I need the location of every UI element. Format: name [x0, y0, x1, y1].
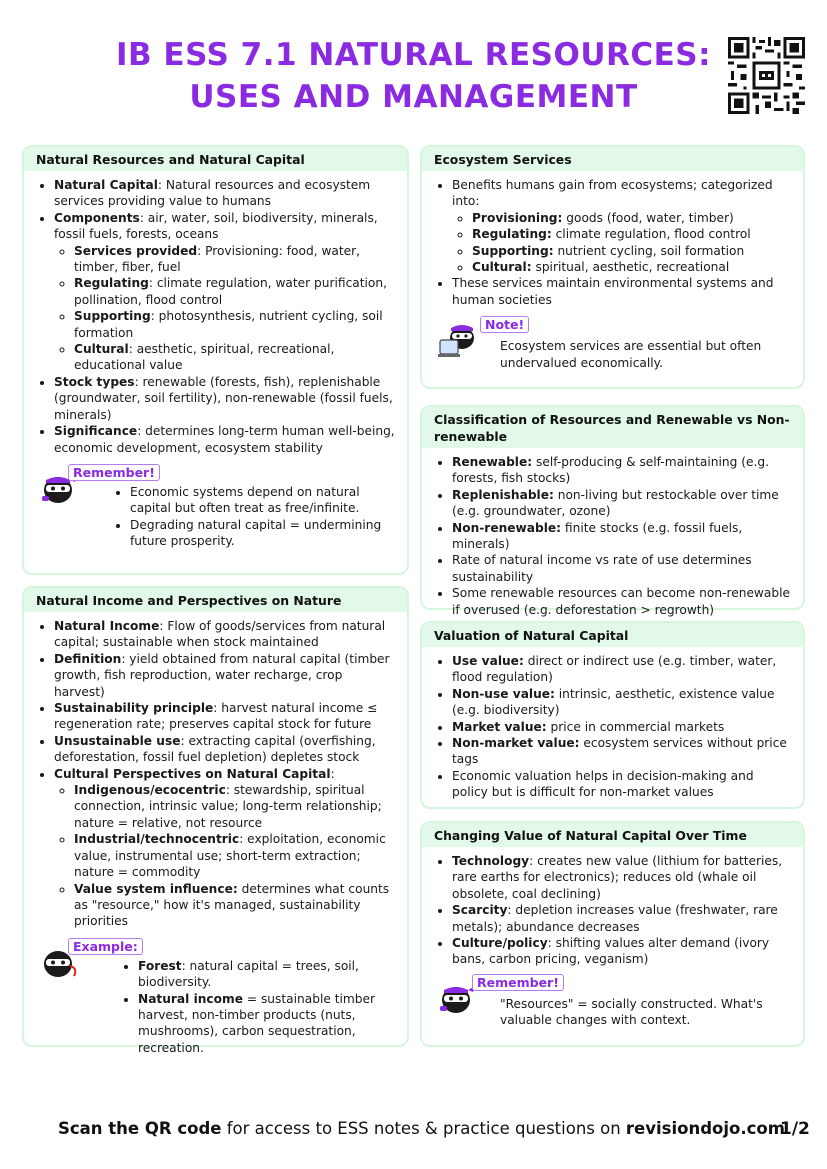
list-item: • Degrading natural capital = undermining future prosperity. [130, 517, 397, 550]
list-item: • Sustainability principle: harvest natural income ≤ regeneration rate; preserves capital stock for future [54, 700, 397, 733]
bullet-list [434, 454, 793, 618]
list-item: • Natural income = sustainable timber harvest, non-timber products (nuts, mushrooms), carbon sequestration, recreation. [138, 991, 397, 1057]
page-title [100, 34, 727, 118]
sub-list [54, 782, 397, 930]
qr-code-icon[interactable] [728, 37, 805, 114]
sub-list [452, 210, 793, 276]
list-item: ◦ Regulating: climate regulation, flood control [472, 226, 793, 242]
list-item: ◦ Regulating: climate regulation, water purification, pollination, flood control [74, 275, 397, 308]
list-item: • Technology: creates new value (lithium for batteries, rare earths for electronics); reduces old (whale oil obsolete, coal declining) [452, 853, 793, 902]
list-item: ◦ Cultural: spiritual, aesthetic, recreational [472, 259, 793, 275]
footer-cta-text: for access to ESS notes & practice questions on [221, 1119, 626, 1138]
list-item: • Scarcity: depletion increases value (freshwater, rare metals); abundance decreases [452, 902, 793, 935]
list-item: • Significance: determines long-term human well-being, economic development, ecosystem stability [54, 423, 397, 456]
remember-callout [434, 974, 793, 1029]
card-natural-capital [22, 145, 409, 575]
list-item: • Replenishable: non-living but restockable over time (e.g. groundwater, ozone) [452, 487, 793, 520]
list-item: • Components: air, water, soil, biodiversity, minerals, fossil fuels, forests, oceans ◦ Services provided: Provisioning: food, water, timber, fiber, fuel ◦ Regulating: climate regulation, water purification, pollination, flood control ◦ Supporting: photosynthesis, nutrient cycling, soil formation ◦ Cultural: aesthetic, spiritual, recreational, educational value [54, 210, 397, 374]
list-item: • Economic valuation helps in decision-making and policy but is difficult for non-market values [452, 768, 793, 801]
example-tag: Example: [68, 938, 143, 955]
list-item: ◦ Cultural: aesthetic, spiritual, recreational, educational value [74, 341, 397, 374]
title-line-2: USES AND MANAGEMENT [189, 79, 638, 115]
bullet-list [434, 653, 793, 801]
list-item: • Cultural Perspectives on Natural Capital: ◦ Indigenous/ecocentric: stewardship, spiritual connection, intrinsic value; long-term relationship; nature = relative, not resource ◦ Industrial/technocentric: exploitation, economic value, instrumental use; short-term extraction; nature = commodity ◦ Value system influence: determines what counts as "resource," how it's managed, sustainability priorities [54, 766, 397, 930]
bullet-list [434, 853, 793, 968]
list-item: ◦ Value system influence: determines what counts as "resource," how it's managed, sustainability priorities [74, 881, 397, 930]
title-line-1: IB ESS 7.1 NATURAL RESOURCES: [115, 37, 712, 73]
remember-text: "Resources" = socially constructed. What's valuable changes with context. [500, 996, 763, 1028]
list-item: ◦ Supporting: nutrient cycling, soil formation [472, 243, 793, 259]
list-item: • Benefits humans gain from ecosystems; categorized into: ◦ Provisioning: goods (food, water, timber) ◦ Regulating: climate regulation, flood control ◦ Supporting: nutrient cycling, soil formation ◦ Cultural: spiritual, aesthetic, recreational [452, 177, 793, 275]
list-item: • Non-market value: ecosystem services without price tags [452, 735, 793, 768]
footer-cta [58, 1118, 785, 1140]
list-item: • Definition: yield obtained from natural capital (timber growth, fish reproduction, water recharge, crop harvest) [54, 651, 397, 700]
footer-site-link[interactable]: revisiondojo.com [625, 1119, 785, 1138]
list-item: • These services maintain environmental systems and human societies [452, 275, 793, 308]
list-item: ◦ Industrial/technocentric: exploitation, economic value, instrumental use; short-term extraction; nature = commodity [74, 831, 397, 880]
bullet-list [36, 618, 397, 930]
card-heading: Ecosystem Services [422, 147, 803, 171]
callout-list [112, 484, 397, 550]
list-item: • Economic systems depend on natural capital but often treat as free/infinite. [130, 484, 397, 517]
bullet-list [36, 177, 397, 456]
list-item: • Natural Capital: Natural resources and ecosystem services providing value to humans [54, 177, 397, 210]
list-item: • Renewable: self-producing & self-maintaining (e.g. forests, fish stocks) [452, 454, 793, 487]
card-heading: Natural Resources and Natural Capital [24, 147, 407, 171]
card-classification [420, 405, 805, 617]
list-item: ◦ Provisioning: goods (food, water, timber) [472, 210, 793, 226]
card-valuation [420, 621, 805, 809]
footer-cta-bold: Scan the QR code [58, 1119, 222, 1138]
callout-list [120, 958, 397, 1056]
remember-tag: Remember! [68, 464, 160, 481]
bullet-list [434, 177, 793, 308]
note-callout [434, 316, 793, 371]
list-item: • Unsustainable use: extracting capital (overfishing, deforestation, fossil fuel depletion) depletes stock [54, 733, 397, 766]
list-item: • Culture/policy: shifting values alter demand (ivory bans, carbon pricing, veganism) [452, 935, 793, 968]
card-ecosystem-services [420, 145, 805, 389]
list-item: • Forest: natural capital = trees, soil, biodiversity. [138, 958, 397, 991]
note-tag: Note! [480, 316, 529, 333]
page-number: 1/2 [780, 1119, 810, 1139]
ninja-laptop-icon [438, 322, 478, 358]
card-heading: Changing Value of Natural Capital Over Time [422, 823, 803, 847]
list-item: • Natural Income: Flow of goods/services from natural capital; sustainable when stock maintained [54, 618, 397, 651]
list-item: • Rate of natural income vs rate of use determines sustainability [452, 552, 793, 585]
remember-tag: Remember! [472, 974, 564, 991]
card-heading: Valuation of Natural Capital [422, 623, 803, 647]
list-item: ◦ Indigenous/ecocentric: stewardship, spiritual connection, intrinsic value; long-term relationship; nature = relative, not resource [74, 782, 397, 831]
list-item: ◦ Supporting: photosynthesis, nutrient cycling, soil formation [74, 308, 397, 341]
example-callout [36, 938, 397, 1056]
list-item: • Use value: direct or indirect use (e.g. timber, water, flood regulation) [452, 653, 793, 686]
sub-list [54, 243, 397, 374]
card-heading: Classification of Resources and Renewable vs Non-renewable [422, 407, 803, 448]
list-item: • Non-use value: intrinsic, aesthetic, existence value (e.g. biodiversity) [452, 686, 793, 719]
list-item: • Non-renewable: finite stocks (e.g. fossil fuels, minerals) [452, 520, 793, 553]
list-item: • Some renewable resources can become non-renewable if overused (e.g. deforestation > regrowth) [452, 585, 793, 618]
list-item: • Stock types: renewable (forests, fish), replenishable (groundwater, soil fertility), non-renewable (fossil fuels, minerals) [54, 374, 397, 423]
card-changing-value [420, 821, 805, 1047]
remember-callout [36, 464, 397, 550]
note-text: Ecosystem services are essential but often undervalued economically. [500, 339, 762, 370]
card-heading: Natural Income and Perspectives on Nature [24, 588, 407, 612]
list-item: ◦ Services provided: Provisioning: food, water, timber, fiber, fuel [74, 243, 397, 276]
list-item: • Market value: price in commercial markets [452, 719, 793, 735]
card-natural-income [22, 586, 409, 1055]
